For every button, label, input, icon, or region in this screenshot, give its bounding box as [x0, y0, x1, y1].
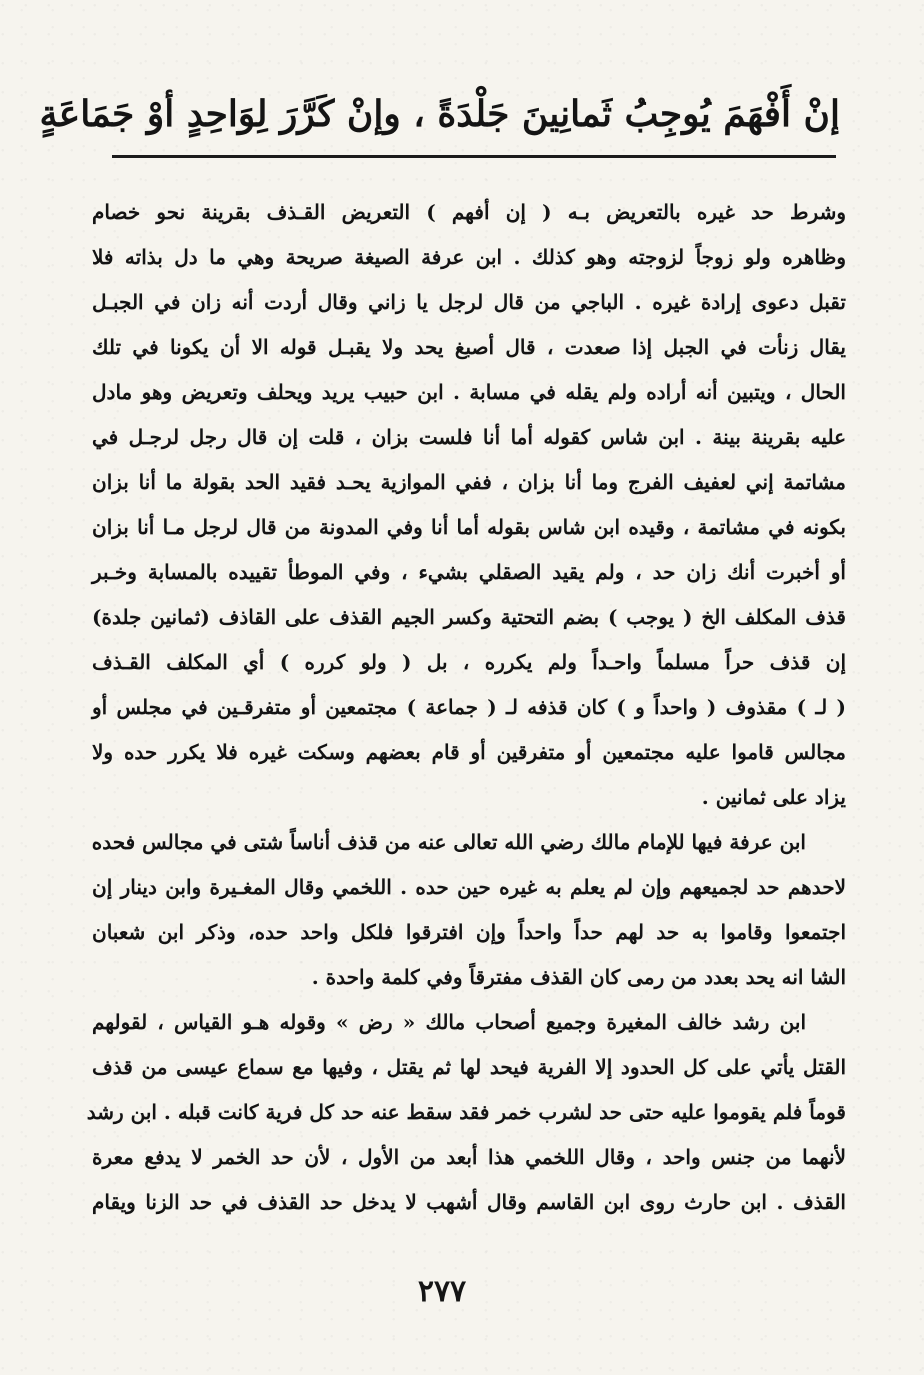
- text-line: بكونه في مشاتمة ، وقيده ابن شاس بقوله أما أنا وفي المدونة من قال لرجل مـا أنا بزان: [92, 515, 846, 539]
- text-line: لاحدهم حد لجميعهم وإن لم يعلم به غيره حين حده . اللخمي وقال المغـيرة وابن دينار إن: [92, 875, 846, 899]
- text-line: تقبل دعوى إرادة غيره . الباجي من قال لرجل يا زاني وقال أردت أنه زان في الجبـل: [92, 290, 846, 314]
- text-line: يزاد على ثمانين .: [701, 785, 846, 809]
- heading-divider: [112, 155, 836, 158]
- text-line: قوماً فلم يقوموا عليه حتى حد لشرب خمر فقد سقط عنه حد كل فرية كانت قبله . ابن رشد: [86, 1100, 846, 1124]
- text-line: لأنهما من جنس واحد ، وقال اللخمي هذا أبعد من الأول ، لأن حد الخمر لا يدفع معرة: [92, 1145, 846, 1169]
- commentary-text: [86, 190, 846, 1225]
- text-line: أو أخبرت أنك زان حد ، ولم يقيد الصقلي بشيء ، وفي الموطأ تقييده بالمسابة وخـبر: [92, 560, 846, 584]
- text-line: مجالس قاموا عليه مجتمعين أو متفرقين أو قام بعضهم وسكت غيره فلا يكرر حده ولا: [92, 740, 846, 764]
- text-line: الحال ، ويتبين أنه أراده ولم يقله في مسابة . ابن حبيب يريد ويحلف وتعريض وهو مادل: [92, 380, 846, 404]
- text-line: ابن رشد خالف المغيرة وجميع أصحاب مالك « رض » وقوله هـو القياس ، لقولهم: [92, 1010, 807, 1034]
- text-line: وظاهره ولو زوجاً لزوجته وهو كذلك . ابن عرفة الصيغة صريحة وهي ما دل بذاته فلا: [92, 245, 846, 269]
- text-line: القتل يأتي على كل الحدود إلا الفرية فيحد لها ثم يقتل ، وفيها مع سماع عيسى من قذف: [92, 1055, 846, 1079]
- text-line: اجتمعوا وقاموا به حد لهم حداً واحداً وإن افترقوا فلكل واحد حده، وذكر ابن شعبان: [92, 920, 846, 944]
- text-line: القذف . ابن حارث روى ابن القاسم وقال أشهب لا يدخل حد القذف في حد الزنا ويقام: [92, 1190, 846, 1214]
- text-line: ( لـ ) مقذوف ( واحداً و ) كان قذفه لـ ( جماعة ) مجتمعين أو متفرقـين في مجلس أو: [92, 695, 846, 719]
- text-line: ابن عرفة فيها للإمام مالك رضي الله تعالى عنه من قذف أناساً شتى في مجالس فحده: [91, 830, 806, 854]
- text-line: وشرط حد غيره بالتعريض بـه ( إن أفهم ) التعريض القـذف بقرينة نحو خصام: [92, 200, 846, 224]
- text-line: يقال زنأت في الجبل إذا صعدت ، قال أصبغ يحد ولا يقبـل قوله الا أن يكونا في تلك: [92, 335, 846, 359]
- page-number: ٢٧٧: [417, 1274, 467, 1309]
- text-line: مشاتمة إني لعفيف الفرج وما أنا بزان ، ففي الموازية يحـد فقيد الحد بقولة ما أنا بزان: [92, 470, 846, 494]
- text-line: إن قذف حراً مسلماً واحـداً ولم يكرره ، بل ( ولو كرره ) أي المكلف القـذف: [92, 650, 846, 674]
- verse-heading: إنْ أَفْهَمَ يُوجِبُ ثَمانِينَ جَلْدَةً ، وإنْ كَرَّرَ لِوَاحِدٍ أوْ جَمَاعَةٍ: [39, 93, 840, 135]
- text-line: قذف المكلف الخ ( يوجب ) بضم التحتية وكسر الجيم القذف على القاذف (ثمانين جلدة): [92, 605, 846, 629]
- text-line: عليه بقرينة بينة . ابن شاس كقوله أما أنا فلست بزان ، قلت إن قال رجل لرجـل في: [92, 425, 846, 449]
- text-line: الشا انه يحد بعدد من رمى كان القذف مفترقاً وفي كلمة واحدة .: [311, 965, 846, 989]
